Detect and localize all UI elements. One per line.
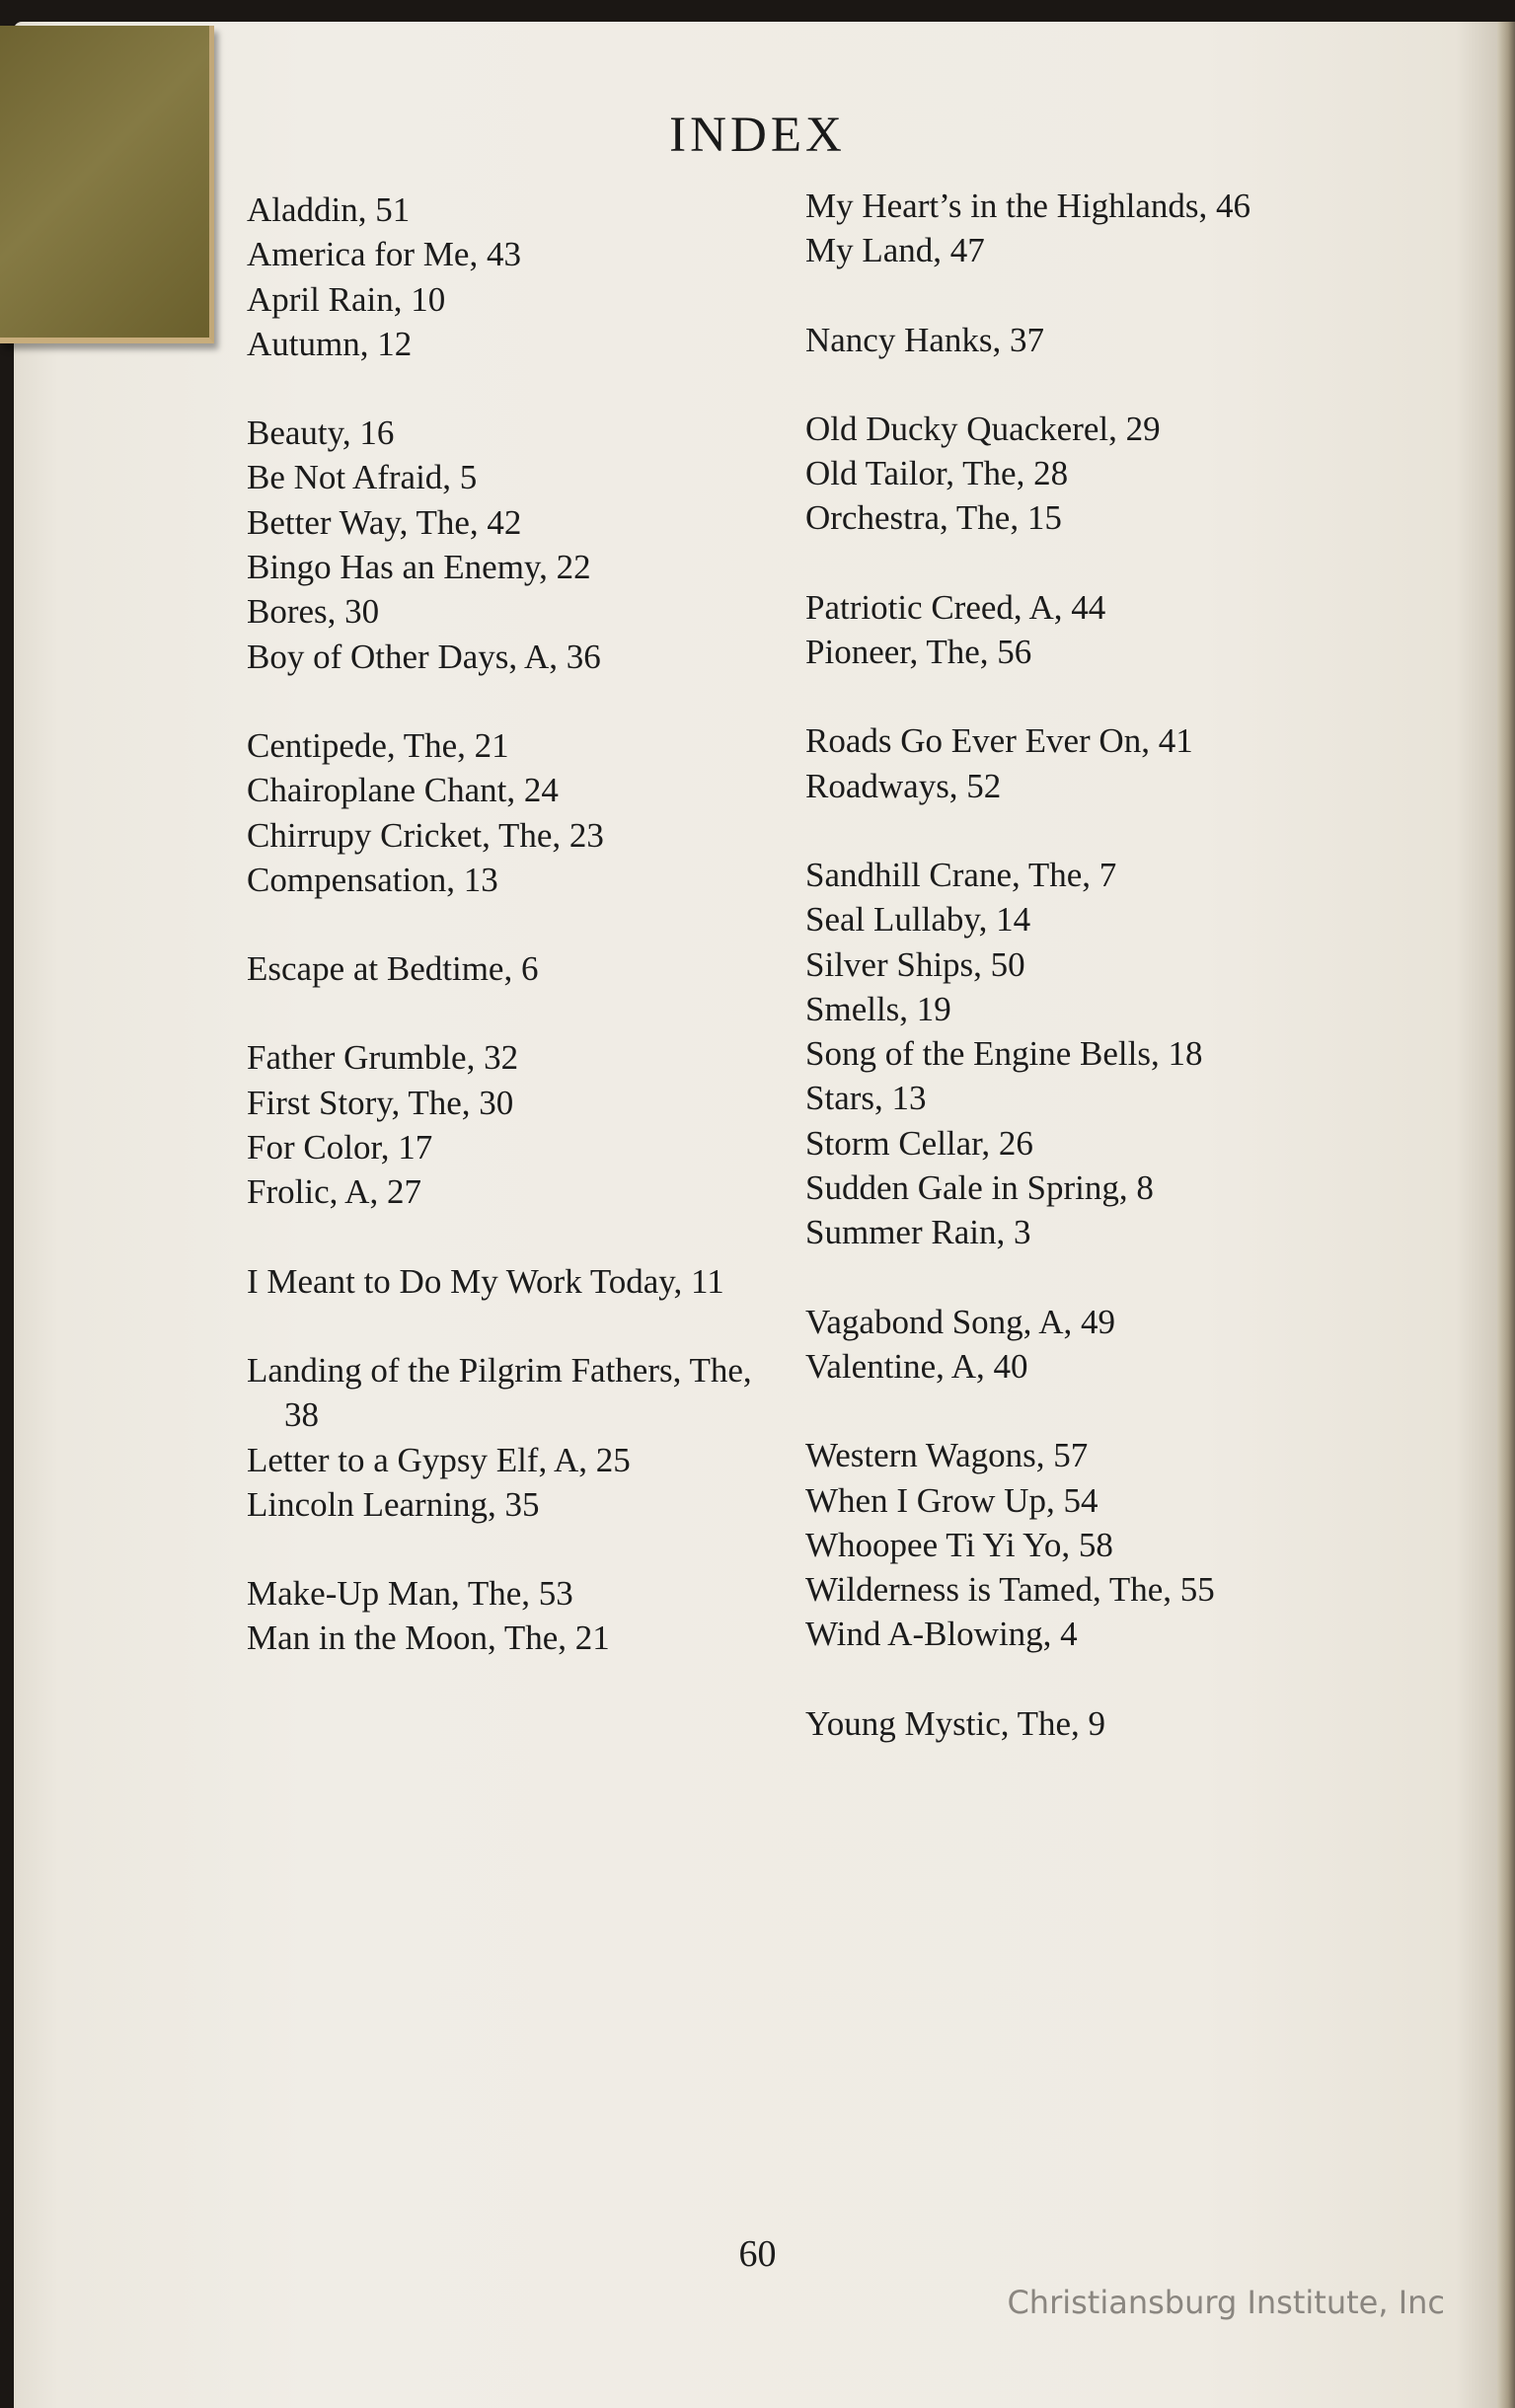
index-entry: Wind A-Blowing, 4 <box>805 1615 1078 1654</box>
index-entry: America for Me, 43 <box>247 235 521 274</box>
index-entry: Storm Cellar, 26 <box>805 1123 1033 1163</box>
index-entry: Centipede, The, 21 <box>247 725 509 765</box>
index-entry: Roadways, 52 <box>805 766 1002 805</box>
index-entry: Frolic, A, 27 <box>247 1172 421 1212</box>
index-entry: Autumn, 12 <box>247 324 413 363</box>
index-entry: Song of the Engine Bells, 18 <box>805 1034 1203 1074</box>
index-entry: Man in the Moon, The, 21 <box>247 1618 610 1658</box>
index-entry: Stars, 13 <box>805 1079 927 1118</box>
index-entry: When I Grow Up, 54 <box>805 1480 1098 1520</box>
index-entry: Chairoplane Chant, 24 <box>247 771 559 810</box>
watermark: Christiansburg Institute, Inc <box>1007 2284 1445 2321</box>
page-number: 60 <box>738 2233 777 2275</box>
index-entry: Landing of the Pilgrim Fathers, The, 38 <box>247 1350 752 1435</box>
index-entry: Seal Lullaby, 14 <box>805 900 1031 940</box>
index-entry: Wilderness is Tamed, The, 55 <box>805 1570 1215 1610</box>
index-entry: For Color, 17 <box>247 1128 433 1167</box>
index-entry: Chirrupy Cricket, The, 23 <box>247 815 604 855</box>
index-group <box>805 407 1358 541</box>
index-entry: Smells, 19 <box>805 989 951 1028</box>
index-entry: Roads Go Ever Ever On, 41 <box>805 721 1193 761</box>
index-entry: April Rain, 10 <box>247 279 446 319</box>
index-entry: First Story, The, 30 <box>247 1083 514 1122</box>
index-group <box>247 1259 780 1304</box>
index-entry: Boy of Other Days, A, 36 <box>247 637 601 676</box>
index-entry: Make-Up Man, The, 53 <box>247 1574 573 1614</box>
index-entry: My Heart’s in the Highlands, 46 <box>805 187 1251 225</box>
index-group <box>247 723 780 902</box>
index-entry: Lincoln Learning, 35 <box>247 1484 540 1524</box>
index-group <box>247 1571 780 1661</box>
index-entry: My Land, 47 <box>805 231 985 270</box>
index-entry: Orchestra, The, 15 <box>805 498 1062 538</box>
index-right-column <box>805 184 1358 1790</box>
index-group <box>247 1035 780 1214</box>
index-entry: Aladdin, 51 <box>247 190 411 229</box>
index-entry: Be Not Afraid, 5 <box>247 458 478 497</box>
index-entry: Beauty, 16 <box>247 414 395 453</box>
index-group <box>247 188 780 366</box>
index-entry: Bingo Has an Enemy, 22 <box>247 548 591 587</box>
index-group <box>805 853 1358 1255</box>
index-group <box>247 411 780 679</box>
index-entry: Escape at Bedtime, 6 <box>247 949 539 989</box>
index-entry: Bores, 30 <box>247 592 380 632</box>
index-entry: Summer Rain, 3 <box>805 1213 1031 1252</box>
index-group <box>247 946 780 991</box>
index-entry: Young Mystic, The, 9 <box>805 1703 1106 1743</box>
page-tab-marker <box>0 26 214 343</box>
index-group <box>805 1433 1358 1656</box>
index-entry: Vagabond Song, A, 49 <box>805 1302 1116 1341</box>
index-group <box>805 718 1358 808</box>
index-entry: Compensation, 13 <box>247 860 498 899</box>
index-entry: Pioneer, The, 56 <box>805 633 1032 672</box>
index-left-column <box>247 188 780 1705</box>
index-group <box>805 318 1358 362</box>
index-entry: Better Way, The, 42 <box>247 502 522 542</box>
index-entry: Old Tailor, The, 28 <box>805 454 1069 493</box>
index-entry: I Meant to Do My Work Today, 11 <box>247 1261 724 1301</box>
index-group <box>805 1701 1358 1746</box>
page-edge <box>1497 22 1515 2408</box>
index-entry: Whoopee Ti Yi Yo, 58 <box>805 1525 1113 1564</box>
index-group <box>247 1348 780 1527</box>
index-entry: Nancy Hanks, 37 <box>805 320 1045 359</box>
index-group <box>805 585 1358 675</box>
index-group <box>805 184 1358 273</box>
index-entry: Father Grumble, 32 <box>247 1038 519 1078</box>
index-group <box>805 1300 1358 1390</box>
index-title: INDEX <box>669 108 846 163</box>
index-entry: Silver Ships, 50 <box>805 944 1025 984</box>
index-entry: Valentine, A, 40 <box>805 1346 1028 1386</box>
index-entry: Old Ducky Quackerel, 29 <box>805 409 1161 448</box>
index-entry: Sudden Gale in Spring, 8 <box>805 1168 1154 1208</box>
index-entry: Patriotic Creed, A, 44 <box>805 587 1106 627</box>
index-entry: Western Wagons, 57 <box>805 1436 1089 1475</box>
index-entry: Sandhill Crane, The, 7 <box>805 855 1117 894</box>
index-entry: Letter to a Gypsy Elf, A, 25 <box>247 1440 631 1479</box>
